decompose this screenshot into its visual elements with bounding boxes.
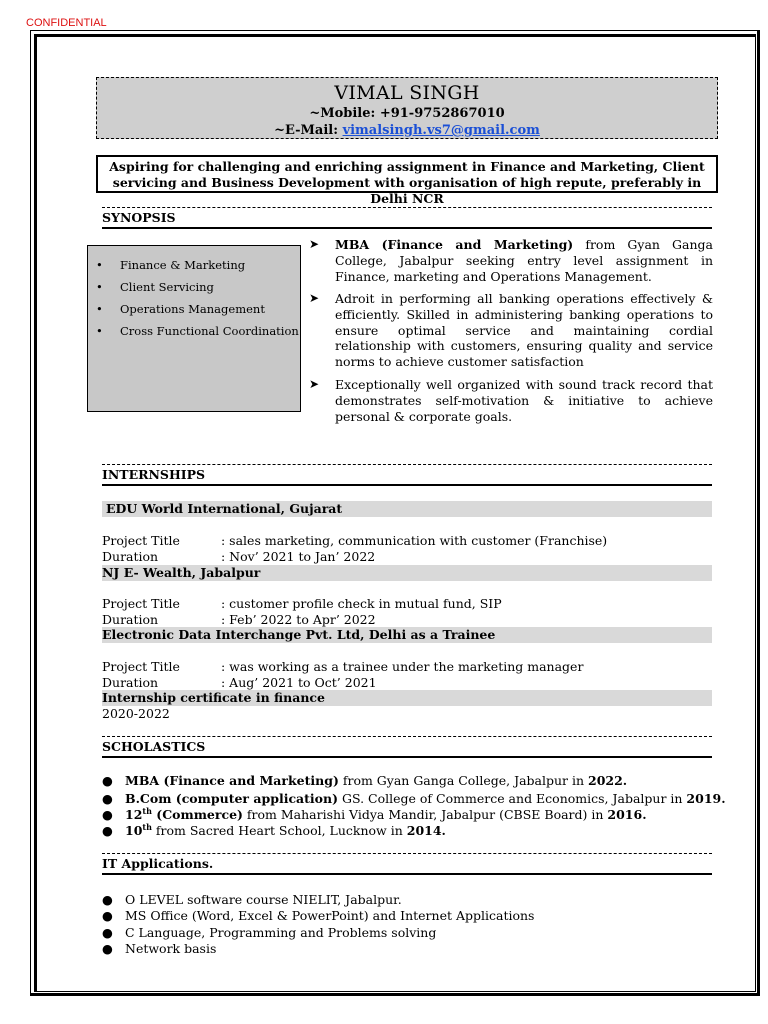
- scholastics-heading: SCHOLASTICS: [102, 739, 206, 754]
- duration-row: Duration : Nov’ 2021 to Jan’ 2022: [102, 549, 376, 564]
- resume-header: [96, 77, 718, 139]
- section-divider-dashed: [102, 207, 712, 208]
- section-divider-solid: [102, 484, 712, 486]
- duration-row: Duration : Feb’ 2022 to Apr’ 2022: [102, 612, 376, 627]
- arrow-bullet-icon: ➤: [309, 377, 320, 391]
- email-link[interactable]: vimalsingh.vs7@gmail.com: [342, 123, 540, 138]
- certificate-heading: Internship certificate in finance: [102, 690, 712, 706]
- section-divider-solid: [102, 227, 712, 229]
- candidate-name: VIMAL SINGH: [334, 82, 480, 104]
- it-heading: IT Applications.: [102, 856, 214, 871]
- section-divider-dashed: [102, 736, 712, 737]
- email-label: ~E-Mail:: [274, 123, 339, 138]
- internship-org: NJ E- Wealth, Jabalpur: [102, 565, 712, 581]
- career-objective: Aspiring for challenging and enriching assignment in Finance and Marketing, Client servicing and Business Development with organisation of high repute, preferably in Delhi NCR: [96, 155, 718, 193]
- section-divider-solid: [102, 756, 712, 758]
- arrow-bullet-icon: ➤: [309, 291, 320, 305]
- synopsis-point: ➤ Adroit in performing all banking operations effectively & efficiently. Skilled in administering banking operations to ensure optimal service and maintaining cordial relationship with customers, ensuring quality and service norms to achieve customer satisfaction: [309, 291, 713, 370]
- skill-item: • Operations Management: [120, 302, 265, 316]
- skills-box: [87, 245, 301, 412]
- skill-item: • Finance & Marketing: [120, 258, 245, 272]
- synopsis-point: ➤ Exceptionally well organized with sound track record that demonstrates self-motivation & initiative to achieve personal & corporate goals.: [309, 377, 713, 424]
- synopsis-heading: SYNOPSIS: [102, 210, 176, 225]
- internship-org: Electronic Data Interchange Pvt. Ltd, Delhi as a Trainee: [102, 627, 712, 643]
- skill-item: • Client Servicing: [120, 280, 214, 294]
- internships-heading: INTERNSHIPS: [102, 467, 206, 482]
- internship-org: EDU World International, Gujarat: [102, 501, 712, 517]
- project-row: Project Title : was working as a trainee under the marketing manager: [102, 659, 584, 674]
- section-divider-dashed: [102, 853, 712, 854]
- project-row: Project Title : sales marketing, communication with customer (Franchise): [102, 533, 608, 548]
- section-divider-dashed: [102, 464, 712, 465]
- section-divider-solid: [102, 873, 712, 875]
- arrow-bullet-icon: ➤: [309, 237, 320, 251]
- duration-row: Duration : Aug’ 2021 to Oct’ 2021: [102, 675, 377, 690]
- email-line: [97, 122, 717, 139]
- synopsis-point: ➤ MBA (Finance and Marketing) from Gyan Ganga College, Jabalpur seeking entry level assignment in Finance, marketing and Operations Management.: [309, 237, 713, 284]
- mobile-line: ~Mobile: +91-9752867010: [309, 106, 505, 121]
- confidential-label: CONFIDENTIAL: [26, 17, 107, 29]
- skill-item: • Cross Functional Coordination: [120, 324, 299, 338]
- certificate-years: 2020-2022: [102, 706, 170, 721]
- project-row: Project Title : customer profile check in mutual fund, SIP: [102, 596, 502, 611]
